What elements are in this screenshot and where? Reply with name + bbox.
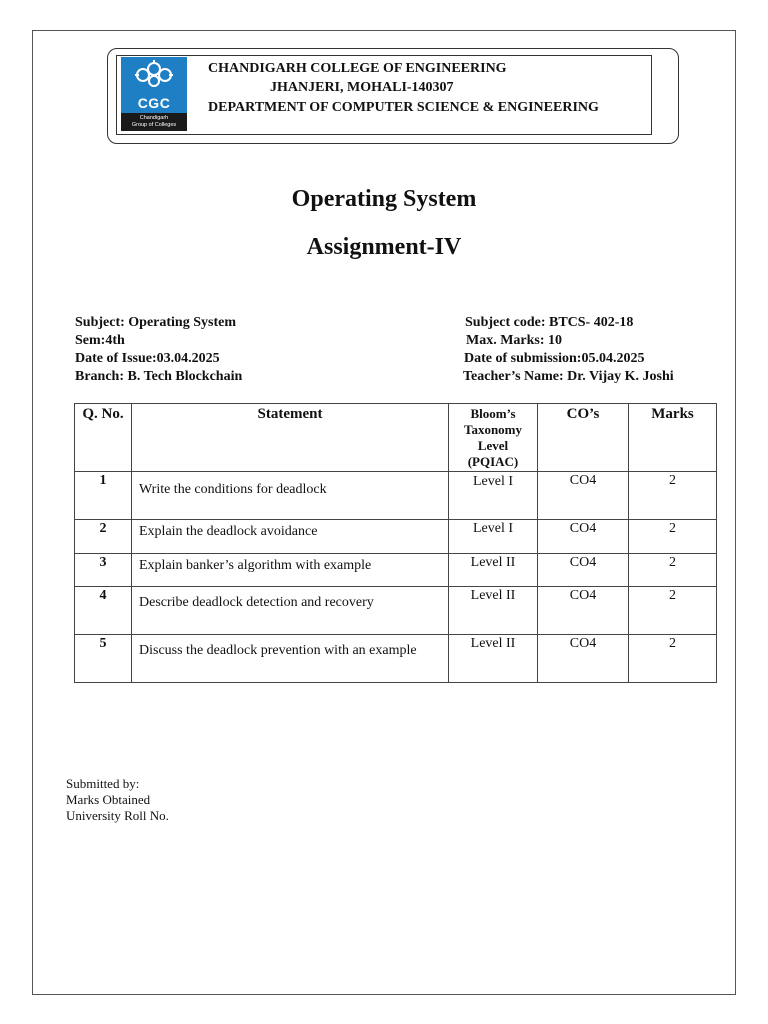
max-marks: Max. Marks: 10 (466, 333, 563, 348)
bloom-level: Level II (449, 635, 538, 683)
course-outcome: CO4 (538, 554, 629, 587)
table-row (75, 587, 717, 635)
table-row (75, 554, 717, 587)
header-cos: CO’s (538, 404, 629, 472)
course-outcome: CO4 (538, 520, 629, 554)
bloom-level: Level II (449, 587, 538, 635)
gear-emblem-icon (121, 57, 187, 97)
bloom-level: Level II (449, 554, 538, 587)
question-number: 5 (75, 635, 132, 683)
logo-subtext (121, 113, 187, 131)
course-outcome: CO4 (538, 587, 629, 635)
branch: Branch: B. Tech Blockchain (75, 369, 243, 384)
course-outcome: CO4 (538, 472, 629, 520)
subject-label: Subject: Operating System (75, 315, 236, 330)
question-number: 3 (75, 554, 132, 587)
question-marks: 2 (629, 472, 717, 520)
department-name: DEPARTMENT OF COMPUTER SCIENCE & ENGINEERING (208, 100, 599, 115)
submitted-by-label: Submitted by: (66, 776, 140, 791)
question-number: 1 (75, 472, 132, 520)
table-row (75, 635, 717, 683)
college-address: JHANJERI, MOHALI-140307 (270, 80, 454, 95)
assignment-table (74, 403, 717, 683)
date-of-submission: Date of submission:05.04.2025 (464, 351, 645, 366)
question-statement: Write the conditions for deadlock (132, 472, 449, 520)
logo-subtext-line: Group of Colleges (131, 122, 177, 128)
bloom-level: Level I (449, 520, 538, 554)
roll-number-label: University Roll No. (66, 808, 169, 823)
date-of-issue: Date of Issue:03.04.2025 (75, 351, 220, 366)
header-bloom-level (449, 404, 538, 472)
logo-text: CGC (137, 95, 171, 111)
header-bloom-line: Taxonomy (463, 422, 523, 437)
page-title: Operating System (291, 186, 477, 212)
header-marks: Marks (629, 404, 717, 472)
table-row (75, 472, 717, 520)
question-marks: 2 (629, 554, 717, 587)
question-number: 4 (75, 587, 132, 635)
header-bloom-line: (PQIAC) (467, 454, 519, 469)
question-statement: Explain the deadlock avoidance (132, 520, 449, 554)
course-outcome: CO4 (538, 635, 629, 683)
question-statement: Discuss the deadlock prevention with an example (132, 635, 449, 683)
assignment-title: Assignment-IV (306, 234, 462, 260)
question-number: 2 (75, 520, 132, 554)
question-marks: 2 (629, 587, 717, 635)
semester: Sem:4th (75, 333, 125, 348)
question-statement: Explain banker’s algorithm with example (132, 554, 449, 587)
question-statement: Describe deadlock detection and recovery (132, 587, 449, 635)
header-qno: Q. No. (75, 404, 132, 472)
logo-subtext-line: Chandigarh (139, 115, 169, 121)
table-header-row (75, 404, 717, 472)
college-name: CHANDIGARH COLLEGE OF ENGINEERING (208, 61, 507, 76)
marks-obtained-label: Marks Obtained (66, 792, 151, 807)
question-marks: 2 (629, 635, 717, 683)
header-statement: Statement (132, 404, 449, 472)
header-bloom-line: Bloom’s (470, 406, 516, 421)
header-bloom-line: Level (477, 438, 509, 453)
bloom-level: Level I (449, 472, 538, 520)
question-marks: 2 (629, 520, 717, 554)
table-row (75, 520, 717, 554)
college-logo (121, 57, 187, 131)
subject-code: Subject code: BTCS- 402-18 (465, 315, 634, 330)
teacher-name: Teacher’s Name: Dr. Vijay K. Joshi (463, 369, 674, 384)
